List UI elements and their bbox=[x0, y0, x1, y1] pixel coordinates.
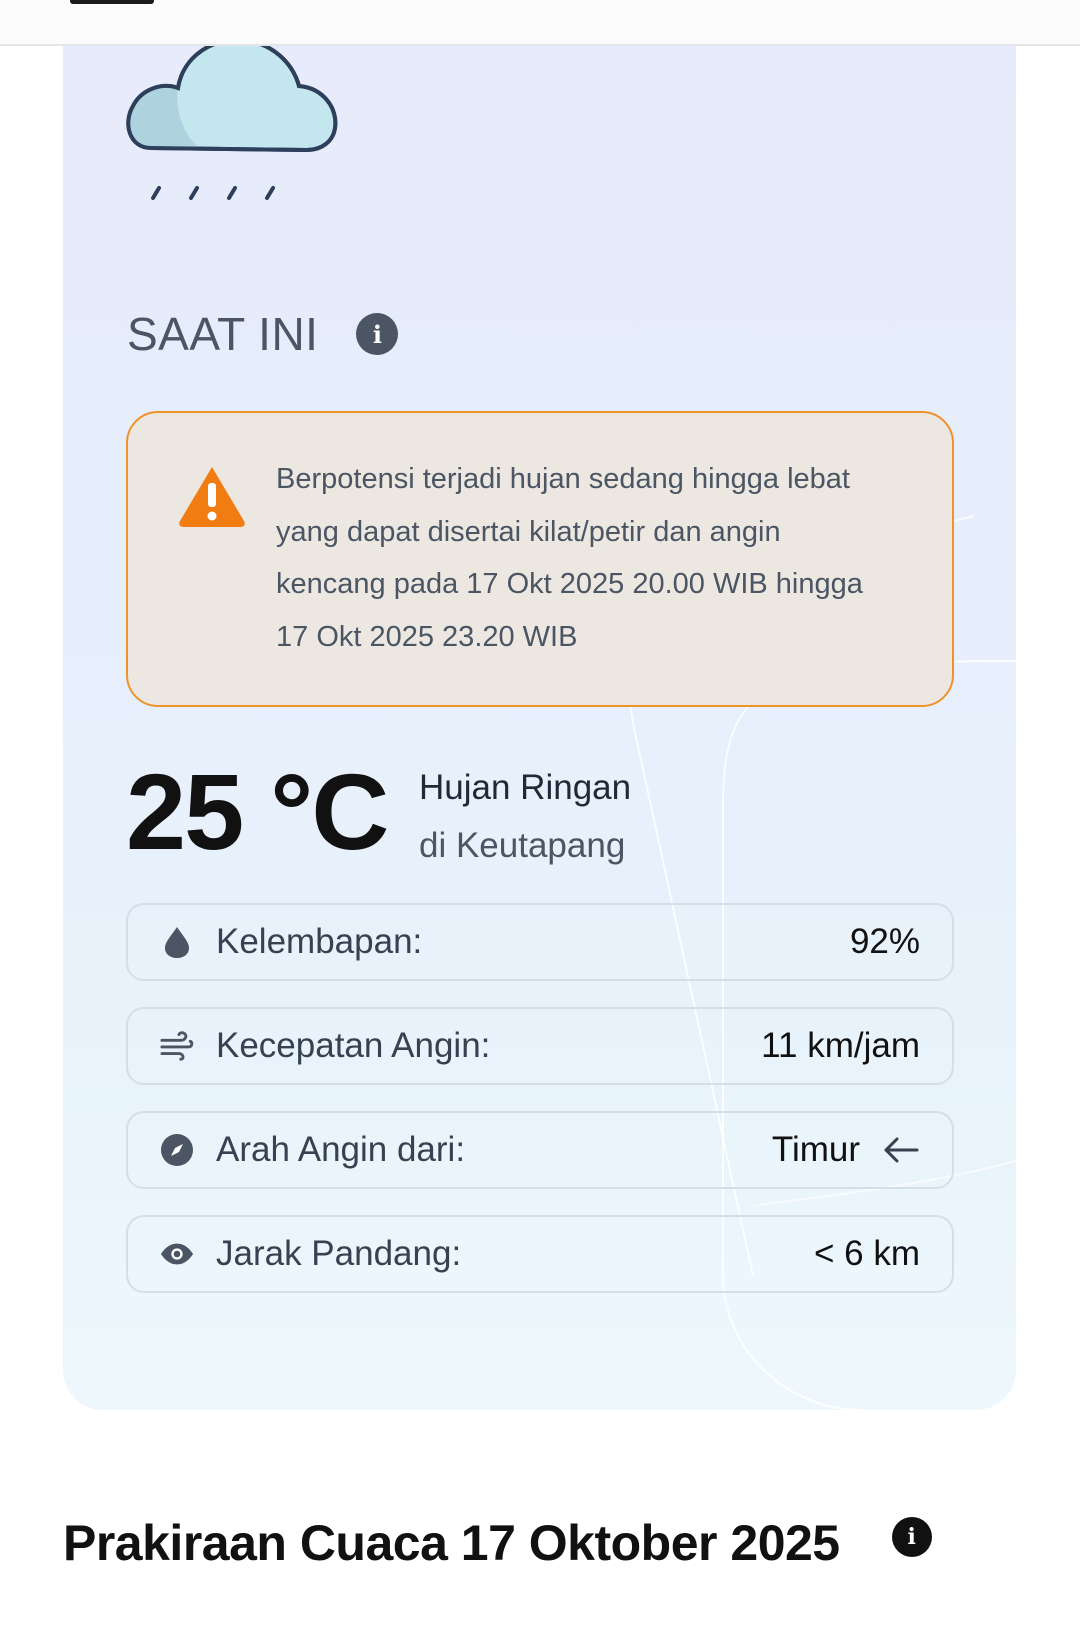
warning-line: yang dapat disertai kilat/petir dan angin bbox=[276, 515, 781, 548]
info-icon[interactable]: i bbox=[892, 1517, 932, 1557]
droplet-icon bbox=[160, 925, 194, 959]
stat-label: Kecepatan Angin: bbox=[216, 1026, 491, 1065]
arrow-left-icon bbox=[882, 1135, 920, 1165]
info-icon[interactable]: i bbox=[356, 313, 398, 355]
cloud-rain-icon bbox=[123, 46, 343, 218]
stat-wind-direction bbox=[126, 1111, 954, 1189]
eye-icon bbox=[160, 1237, 194, 1271]
background-decoration bbox=[63, 46, 1016, 1410]
temperature-value: 25 °C bbox=[126, 751, 388, 872]
wind-icon bbox=[160, 1029, 194, 1063]
stat-value: 92% bbox=[849, 922, 920, 961]
stat-label: Jarak Pandang: bbox=[216, 1234, 462, 1273]
warning-text bbox=[276, 453, 916, 663]
stat-wind-speed bbox=[126, 1007, 954, 1085]
stat-visibility bbox=[126, 1215, 954, 1293]
warning-triangle-icon bbox=[176, 463, 248, 527]
current-weather-card bbox=[63, 46, 1016, 1410]
weather-condition: Hujan Ringan bbox=[419, 768, 632, 807]
stat-value-wrap bbox=[772, 1130, 920, 1170]
stat-label: Arah Angin dari: bbox=[216, 1130, 466, 1169]
stat-value: 11 km/jam bbox=[761, 1026, 920, 1065]
compass-icon bbox=[160, 1133, 194, 1167]
stat-value: < 6 km bbox=[813, 1234, 920, 1273]
forecast-title: Prakiraan Cuaca 17 Oktober 2025 bbox=[63, 1515, 840, 1571]
warning-line: Berpotensi terjadi hujan sedang hingga lebat bbox=[276, 463, 850, 495]
stat-value: Timur bbox=[771, 1130, 860, 1169]
app-logo[interactable] bbox=[70, 0, 154, 4]
stat-label: Kelembapan: bbox=[216, 922, 423, 961]
warning-line: 17 Okt 2025 23.20 WIB bbox=[276, 620, 578, 653]
location-name: di Keutapang bbox=[419, 826, 626, 865]
section-title: SAAT INI bbox=[127, 308, 319, 360]
warning-line: kencang pada 17 Okt 2025 20.00 WIB hingga bbox=[276, 568, 863, 600]
stat-humidity bbox=[126, 903, 954, 981]
section-header bbox=[127, 304, 398, 364]
top-app-bar bbox=[0, 0, 1080, 46]
forecast-header bbox=[63, 1514, 932, 1572]
weather-warning-box bbox=[126, 411, 954, 707]
